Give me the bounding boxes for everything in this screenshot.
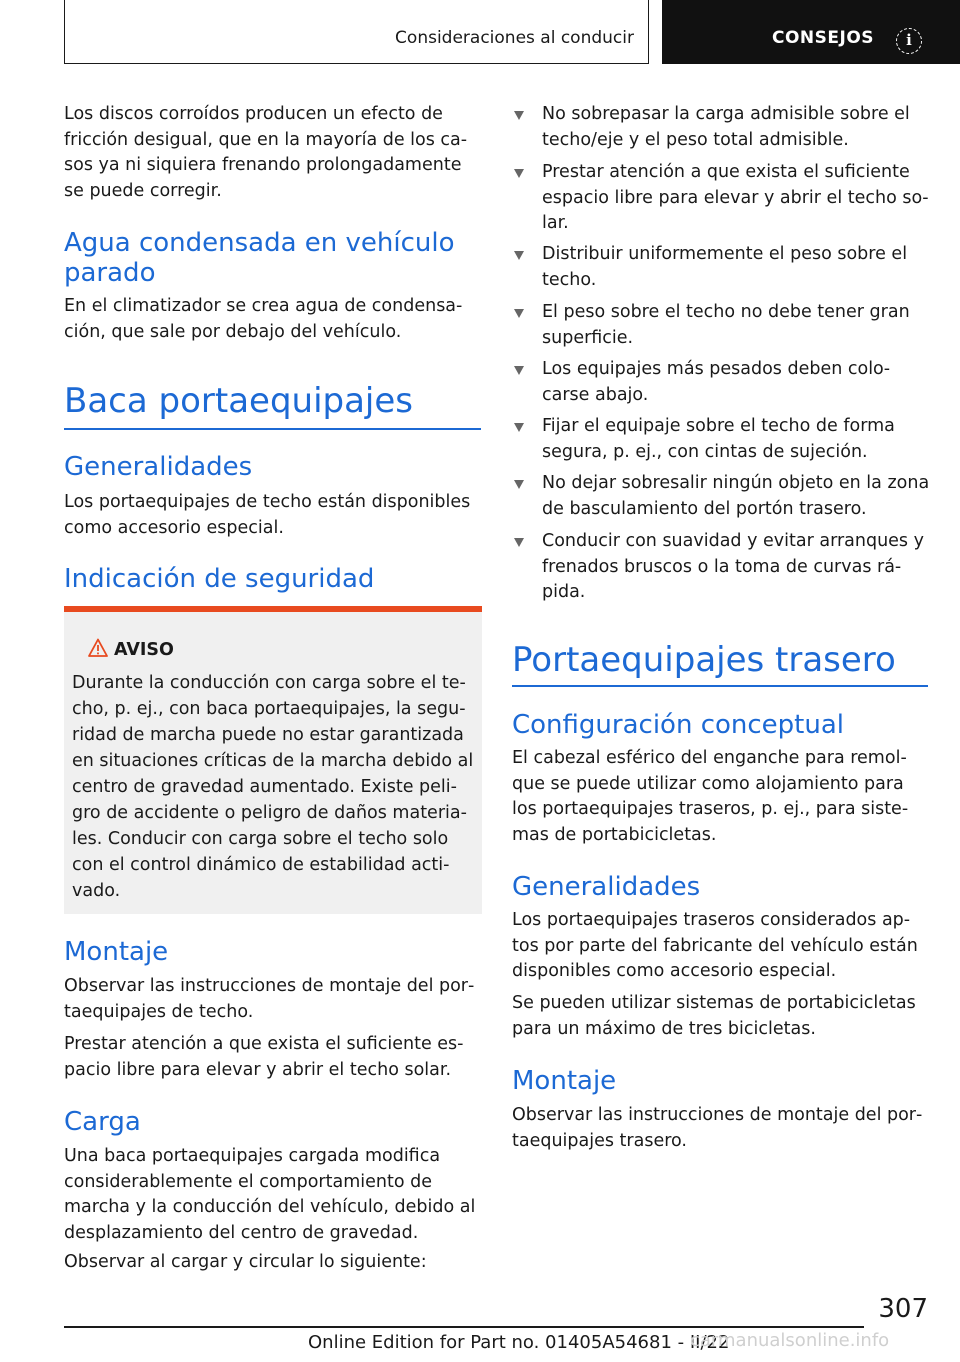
heading-baca-portaequipajes: Baca portaequipajes [64,381,414,421]
heading-carga: Carga [64,1107,141,1137]
list-item: No sobrepasar la carga admisible sobre el techo/eje y el peso total admisible. [512,102,930,154]
bullet-triangle-icon [514,480,524,489]
list-item: Los equipajes más pesados deben colocarse abajo. [512,357,930,409]
header-section-title: Consideraciones al conducir [395,28,634,48]
list-item: Distribuir uniformemente el peso sobre el techo. [512,242,930,294]
footer-rule [64,1326,864,1328]
paragraph-generalidades-right-1: Los portaequipajes traseros considerados aptos por parte del fabricante del vehículo están disponibles como accesorio especial. [512,910,918,981]
info-icon: i [896,28,922,54]
heading-portaequipajes-trasero: Portaequipajes trasero [512,640,896,680]
warning-title: AVISO [114,640,174,660]
heading-montaje-left: Montaje [64,937,169,967]
heading-indicacion-seguridad: Indicación de seguridad [64,564,375,594]
list-item: No dejar sobresalir ningún objeto en la zona de basculamiento del portón trasero. [512,471,930,523]
bullet-triangle-icon [514,309,524,318]
intro-paragraph: Los discos corroídos producen un efecto de fricción desigual, que en la mayoría de los casos ya ni siquiera frenando prolongadamente se puede corregir. [64,104,468,201]
heading-generalidades-right: Generalidades [512,872,701,902]
heading-agua-condensada: Agua condensada en vehículo parado [64,228,455,288]
warning-text: Durante la conducción con carga sobre el techo, p. ej., con baca portaequipajes, la seguridad de marcha puede no estar garantizada en situaciones críticas de la marcha debido al centro de gravedad aumentado. Existe peligro de accidente o peligro de daños materiales. Conducir con carga sobre el techo solo con el control dinámico de estabilidad activado. [72,673,474,901]
heading-rule [64,428,481,430]
heading-configuracion-conceptual: Configuración conceptual [512,710,844,740]
heading-montaje-right: Montaje [512,1066,617,1096]
paragraph-montaje-left-1: Observar las instrucciones de montaje del portaequipajes de techo. [64,976,475,1022]
list-item: El peso sobre el techo no debe tener gran superficie. [512,300,930,352]
warning-triangle-icon [88,638,108,658]
warning-box [64,606,482,914]
bullet-triangle-icon [514,169,524,178]
paragraph-montaje-right: Observar las instrucciones de montaje del portaequipajes trasero. [512,1105,923,1151]
paragraph-carga-2: Observar al cargar y circular lo siguiente: [64,1252,427,1272]
paragraph-carga-1: Una baca portaequipajes cargada modifica considerablemente el comportamiento de marcha y la conducción del vehículo, debido al desplazamiento del centro de gravedad. [64,1146,476,1243]
bullet-triangle-icon [514,111,524,120]
paragraph-generalidades-left: Los portaequipajes de techo están disponibles como accesorio especial. [64,492,471,538]
heading-rule [512,685,928,687]
paragraph-generalidades-right-2: Se pueden utilizar sistemas de portabicicletas para un máximo de tres bicicletas. [512,993,916,1039]
list-item: Prestar atención a que exista el suficiente espacio libre para elevar y abrir el techo solar. [512,160,930,238]
header-tab[interactable] [662,0,960,64]
paragraph-configuracion: El cabezal esférico del enganche para remolque se puede utilizar como alojamiento para los portaequipajes traseros, p. ej., para sistemas de portabicicletas. [512,748,909,845]
paragraph-montaje-left-2: Prestar atención a que exista el suficiente espacio libre para elevar y abrir el techo solar. [64,1034,464,1080]
bullet-triangle-icon [514,423,524,432]
bullet-triangle-icon [514,538,524,547]
header-tab-label: CONSEJOS [772,28,875,48]
list-item: Fijar el equipaje sobre el techo de forma segura, p. ej., con cintas de sujeción. [512,414,930,466]
paragraph-agua-condensada: En el climatizador se crea agua de condensación, que sale por debajo del vehículo. [64,296,463,342]
footer-edition: Online Edition for Part no. 01405A54681 - II/22 [308,1332,730,1353]
footer-watermark: carmanualsonline.info [690,1330,890,1351]
heading-generalidades-left: Generalidades [64,452,253,482]
page-number: 307 [878,1294,928,1324]
bullet-triangle-icon [514,251,524,260]
list-item: Conducir con suavidad y evitar arranques y frenados bruscos o la toma de curvas rápida. [512,529,930,607]
bullet-triangle-icon [514,366,524,375]
header-section-box [64,0,649,64]
